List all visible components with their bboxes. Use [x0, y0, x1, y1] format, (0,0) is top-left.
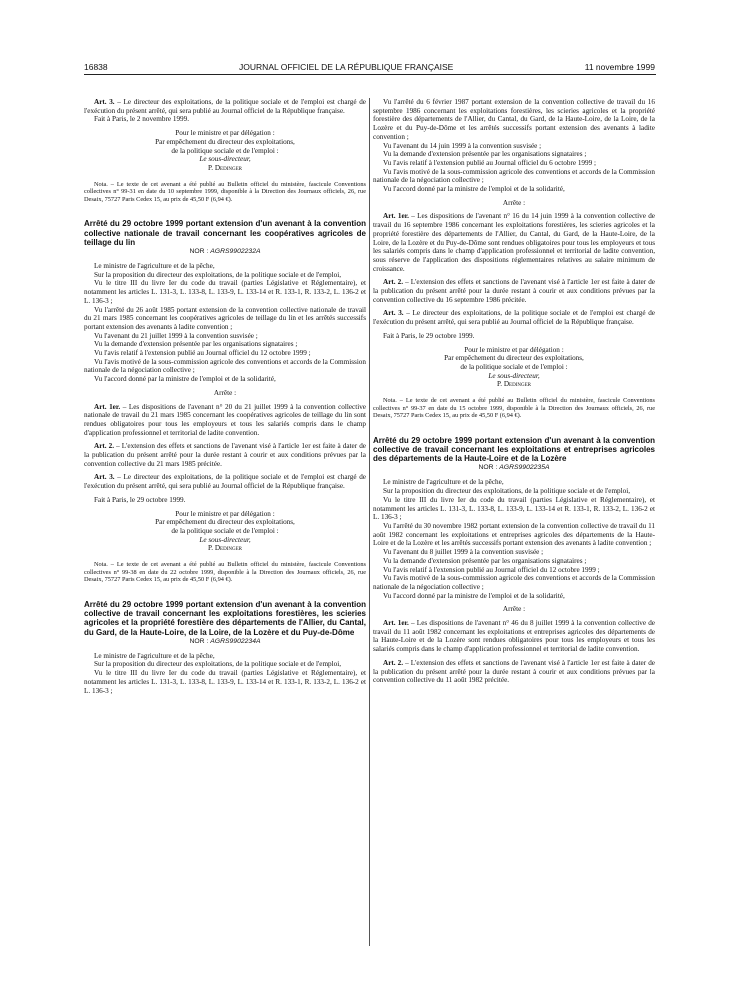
arrete-title: Arrêté du 29 octobre 1999 portant extension d'un avenant à la convention collective nationale de travail concernant les coopératives agricoles de teillage du lin	[84, 219, 366, 247]
article-paragraph: Art. 3. – Le directeur des exploitations, de la politique sociale et de l'emploi est chargé de l'exécution du présent arrêté, qui sera publié au Journal officiel de la République française.	[84, 98, 366, 115]
article-paragraph: Art. 1er. – Les dispositions de l'avenant n° 46 du 8 juillet 1999 à la convention collective de travail du 11 août 1982 concernant les exploitations et entreprises agricoles des départements de la Haute-Loire et de la Lozère sont rendues obligatoires pour tous les employeurs et tous les salariés compris dans le champ d'application professionnel et territorial de ladite convention.	[373, 619, 655, 654]
preamble-line: Vu l'avenant du 8 juillet 1999 à la convention susvisée ;	[383, 548, 544, 557]
fait-a-paris: Fait à Paris, le 29 octobre 1999.	[383, 331, 475, 340]
preamble-line: Vu l'accord donné par la ministre de l'emploi et de la solidarité,	[383, 185, 565, 194]
right-column	[373, 98, 655, 685]
article-paragraph: Art. 1er. – Les dispositions de l'avenant n° 20 du 21 juillet 1999 à la convention collective nationale de travail du 21 mars 1985 concernant les coopératives agricoles de teillage du lin sont rendues obligatoires pour tous les employeurs et tous les salariés compris dans le champ d'application professionnel et territorial de ladite convention.	[84, 402, 367, 437]
preamble-line: Vu la demande d'extension présentée par les organisations signataires ;	[383, 556, 587, 565]
preamble-line: Vu l'accord donné par la ministre de l'emploi et de la solidarité,	[94, 375, 276, 384]
preamble-line: Vu l'avenant du 21 juillet 1999 à la convention susvisée ;	[94, 331, 258, 340]
page-number: 16838	[84, 62, 108, 72]
preamble-line: Vu le titre III du livre Ier du code du travail (parties Législative et Réglementaire), et notamment les articles L. 131-3, L. 133-8, L. 133-9, L. 133-14 et R. 133-1, R. 133-2, L. 136-2 et L. 136-3 ;	[84, 669, 366, 695]
column-divider	[369, 98, 370, 946]
arrete-title: Arrêté du 29 octobre 1999 portant extension d'un avenant à la convention collective de travail concernant les exploitations forestières, les scieries agricoles et la propriété forestière des départements de l'Allier, du Cantal, du Gard, de la Haute-Loire, de la Loire, de la Lozère et du Puy-de-Dôme	[84, 599, 366, 637]
left-column	[84, 98, 366, 695]
preamble-line: Vu l'avis motivé de la sous-commission agricole des conventions et accords de la Commission nationale de la négociation collective ;	[84, 357, 366, 375]
nor-reference: NOR : AGRS9902235A	[478, 464, 550, 472]
article-paragraph: Art. 3. – Le directeur des exploitations, de la politique sociale et de l'emploi est chargé de l'exécution du présent arrêté, qui sera publié au Journal officiel de la République française.	[84, 473, 366, 491]
preamble-line: Vu l'accord donné par la ministre de l'emploi et de la solidarité,	[383, 591, 565, 600]
preamble-line: Sur la proposition du directeur des exploitations, de la politique sociale et de l'emploi,	[383, 487, 631, 496]
signature-block: Pour le ministre et par délégation : Par empêchement du directeur des exploitations, de la politique sociale et de l'emploi : Le sous-directeur, P. Dedinger	[444, 345, 584, 389]
preamble-line: Le ministre de l'agriculture et de la pêche,	[94, 651, 215, 660]
preamble-line: Vu la demande d'extension présentée par les organisations signataires ;	[94, 340, 298, 349]
arrete-title: Arrêté du 29 octobre 1999 portant extension d'un avenant à la convention collective de travail concernant les exploitations et entreprises agricoles des départements de la Haute-Loire et de la Lozère	[373, 435, 655, 464]
fait-a-paris: Fait à Paris, le 2 novembre 1999.	[94, 115, 190, 124]
preamble-line: Vu l'avis relatif à l'extension publié au Journal officiel du 12 octobre 1999 ;	[94, 349, 311, 358]
preamble-line: Le ministre de l'agriculture et de la pêche,	[94, 262, 215, 271]
preamble-line: Vu l'avis motivé de la sous-commission agricole des conventions et accords de la Commission nationale de la négociation collective ;	[373, 167, 655, 185]
arrete-heading: Arrête :	[213, 388, 237, 397]
preamble-line: Le ministre de l'agriculture et de la pêche,	[383, 478, 504, 487]
preamble-line: Sur la proposition du directeur des exploitations, de la politique sociale et de l'emploi,	[94, 270, 342, 279]
running-header	[84, 62, 655, 72]
preamble-line: Vu l'avis motivé de la sous-commission agricole des conventions et accords de la Commission nationale de la négociation collective ;	[373, 574, 655, 591]
fait-a-paris: Fait à Paris, le 29 octobre 1999.	[94, 495, 186, 504]
preamble-line: Vu l'avis relatif à l'extension publié au Journal officiel du 6 octobre 1999 ;	[383, 158, 597, 167]
article-paragraph: Art. 2. – L'extension des effets et sanctions de l'avenant visé à l'article 1er est faite à dater de la publication du présent arrêté pour la durée restant à courir et aux conditions prévues par la convention collective du 11 août 1982 précitée.	[373, 658, 655, 685]
preamble-line: Vu l'arrêté du 30 novembre 1982 portant extension de la convention collective de travail du 11 août 1982 concernant les exploitations et entreprises agricoles des départements de la Haute-Loire et de la Lozère et les arrêtés successifs portant extension des avenants à ladite convention ;	[373, 522, 655, 548]
preamble-line: Vu le titre III du livre Ier du code du travail (parties Législative et Réglementaire), et notamment les articles L. 131-3, L. 133-8, L. 133-9, L. 133-14 et R. 133-1, R. 133-2, L. 136-2 et L. 136-3 ;	[84, 279, 366, 305]
nota-note: Nota. – Le texte de cet avenant a été publié au Bulletin officiel du ministère, fascicule Conventions collectives n° 99-37 en date du 15 octobre 1999, disponible à la Direction des Journaux officiels, 26, rue Desaix, 75727 Paris Cedex 15, au prix de 45,50 F (6,94 €).	[373, 397, 655, 420]
article-paragraph: Art. 2. – L'extension des effets et sanctions de l'avenant visé à l'article 1er est faite à dater de la publication du présent arrêté pour la durée restant à courir et aux conditions prévues par la convention collective du 21 mars 1985 précitée.	[84, 442, 366, 468]
preamble-line: Vu le titre III du livre Ier du code du travail (parties Législative et Réglementaire), et notamment les articles L. 131-3, L. 133-8, L. 133-9, L. 133-14 et R. 133-1, R. 133-2, L. 136-2 et L. 136-3 ;	[373, 495, 655, 522]
preamble-line: Vu l'avis relatif à l'extension publié au Journal officiel du 12 octobre 1999 ;	[383, 565, 600, 574]
nota-note: Nota. – Le texte de cet avenant a été publié au Bulletin officiel du ministère, fascicule Conventions collectives n° 99-31 en date du 10 septembre 1999, disponible à la Direction des Journaux officiels, 26, rue Desaix, 75727 Paris Cedex 15, au prix de 45,50 F (6,94 €).	[84, 180, 366, 203]
article-paragraph: Art. 1er. – Les dispositions de l'avenant n° 16 du 14 juin 1999 à la convention collective de travail du 16 septembre 1986 concernant les exploitations forestières, les scieries agricoles et la propriété forestière des départements de l'Allier, du Cantal, du Gard, de la Haute-Loire, de la Loire, de la Lozère et du Puy-de-Dôme sont rendues obligatoires pour tous les employeurs et tous les salariés compris dans le champ d'application professionnel et territorial de ladite convention, sous réserve de l'application des dispositions réglementaires relatives au salaire minimum de croissance.	[373, 212, 655, 273]
signature-block: Pour le ministre et par délégation : Par empêchement du directeur des exploitations, de la politique sociale et de l'emploi : Le sous-directeur, P. Dedinger	[155, 509, 295, 553]
article-paragraph: Art. 2. – L'extension des effets et sanctions de l'avenant visé à l'article 1er est faite à dater de la publication du présent arrêté pour la durée restant à courir et aux conditions prévues par la convention collective du 16 septembre 1986 précitée.	[373, 278, 655, 304]
signature-block: Pour le ministre et par délégation : Par empêchement du directeur des exploitations, de la politique sociale et de l'emploi : Le sous-directeur, P. Dedinger	[155, 129, 295, 172]
nor-reference: NOR : AGRS9902232A	[189, 248, 261, 256]
journal-title: JOURNAL OFFICIEL DE LA RÉPUBLIQUE FRANÇAISE	[239, 62, 454, 72]
header-rule	[84, 74, 656, 75]
nota-note: Nota. – Le texte de cet avenant a été publié au Bulletin officiel du ministère, fascicule Conventions collectives n° 99-38 en date du 22 octobre 1999, disponible à la Direction des Journaux officiels, 26, rue Desaix, 75727 Paris Cedex 15, au prix de 45,50 F (6,94 €).	[84, 561, 366, 584]
article-paragraph: Art. 3. – Le directeur des exploitations, de la politique sociale et de l'emploi est chargé de l'exécution du présent arrêté, qui sera publié au Journal officiel de la République française.	[373, 309, 655, 327]
preamble-line: Vu la demande d'extension présentée par les organisations signataires ;	[383, 150, 587, 159]
preamble-line: Vu l'arrêté du 26 août 1985 portant extension de la convention collective nationale de travail du 21 mars 1985 concernant les coopératives agricoles de teillage du lin et les arrêtés successifs portant extension des avenants à ladite convention ;	[84, 305, 366, 331]
issue-date: 11 novembre 1999	[584, 62, 655, 72]
nor-reference: NOR : AGRS9902234A	[189, 637, 261, 645]
arrete-heading: Arrête :	[502, 605, 526, 614]
preamble-line: Vu l'avenant du 14 juin 1999 à la convention susvisée ;	[383, 141, 542, 150]
arrete-heading: Arrête :	[502, 198, 526, 207]
preamble-line: Sur la proposition du directeur des exploitations, de la politique sociale et de l'emploi,	[94, 660, 342, 669]
preamble-line: Vu l'arrêté du 6 février 1987 portant extension de la convention collective de travail du 16 septembre 1986 concernant les exploitations forestières, les scieries agricoles et la propriété forestière des départements de l'Allier, du Cantal, du Gard, de la Haute-Loire, de la Loire, de la Lozère et du Puy-de-Dôme et les arrêtés successifs portant extension des avenants à ladite convention ;	[373, 98, 655, 141]
